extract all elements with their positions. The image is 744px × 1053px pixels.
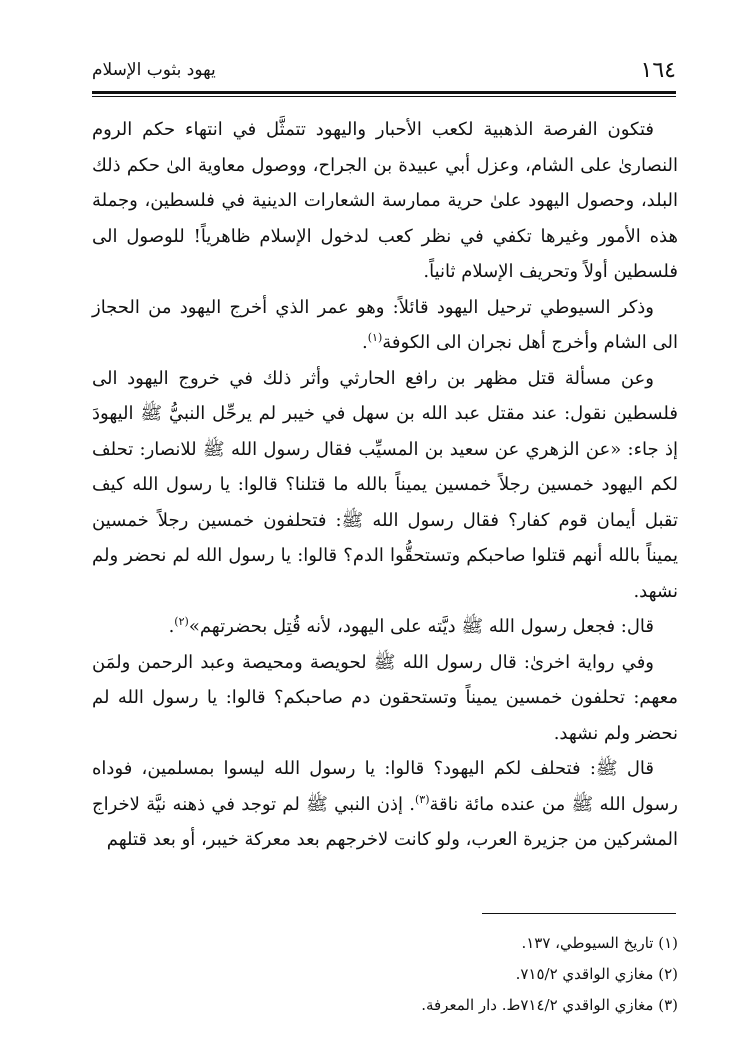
header-rule-thin — [92, 96, 676, 97]
page-number: ١٦٤ — [640, 58, 676, 83]
footnote-ref[interactable]: (١) — [367, 331, 383, 344]
footnotes — [92, 928, 678, 1021]
page-header — [92, 54, 676, 90]
paragraph: قال ﷺ: فتحلف لكم اليهود؟ قالوا: يا رسول الله ليسوا بمسلمين، فوداه رسول الله ﷺ من عنده مائة ناقة$^{(٣)}$. إذن النبي ﷺ لم توجد في ذهنه نيَّة لاخراج المشركين من جزيرة العرب، ولو كانت لاخرجهم بعد معركة خيبر، أو بعد قتلهم — [92, 758, 679, 850]
header-rule-thick — [92, 91, 676, 94]
paragraph: قال: فجعل رسول الله ﷺ ديَّته على اليهود، لأنه قُتِل بحضرتهم»$^{(٢)}$. — [168, 615, 654, 637]
footnote-3: (٣) مغازي الواقدي ٧١٤/٢ط. دار المعرفة. — [421, 996, 678, 1014]
footnote-1: (١) تاريخ السيوطي، ١٣٧. — [521, 934, 678, 952]
paragraph: وذكر السيوطي ترحيل اليهود قائلاً: وهو عمر الذي أخرج اليهود من الحجاز الى الشام وأخرج أهل نجران الى الكوفة$^{(١)}$. — [92, 296, 678, 353]
footnote-ref[interactable]: (٢) — [174, 615, 189, 628]
paragraph: وعن مسألة قتل مظهر بن رافع الحارثي وأثر ذلك في خروج اليهود الى فلسطين نقول: عند مقتل عبد الله بن سهل في خيبر لم يرحِّل النبيُّ ﷺ اليهودَ إذ جاء: «عن الزهري عن سعيد بن المسيِّب فقال رسول الله ﷺ للانصار: تحلف لكم اليهود خمسين رجلاً خمسين يميناً بالله ما قتلنا؟ قالوا: يا رسول الله كيف تقبل أيمان قوم كفار؟ فقال رسول الله ﷺ: فتحلفون خمسين رجلاً خمسين يميناً بالله أنهم قتلوا صاحبكم وتستحقُّوا الدم؟ قالوا: يا رسول الله لم نحضر ولم نشهد. — [92, 367, 678, 602]
footnote-ref[interactable]: (٣) — [415, 792, 430, 806]
footnote-separator — [482, 913, 676, 914]
body-text — [92, 112, 678, 858]
paragraph: فتكون الفرصة الذهبية لكعب الأحبار واليهود تتمثَّل في انتهاء حكم الروم النصارىٰ على الشام، وعزل أبي عبيدة بن الجراح، ووصول معاوية الىٰ حكم ذلك البلد، وحصول اليهود علىٰ حرية ممارسة الشعارات الدينية في فلسطين، وجملة هذه الأمور وغيرها تكفي في نظر كعب لدخول الإسلام ظاهرياً! للوصول الى فلسطين أولاً وتحريف الإسلام ثانياً. — [92, 119, 678, 282]
footnote-2: (٢) مغازي الواقدي ٧١٥/٢. — [515, 965, 678, 983]
running-title: يهود بثوب الإسلام — [92, 60, 216, 80]
paragraph: وفي رواية اخرىٰ: قال رسول الله ﷺ لحويصة ومحيصة وعبد الرحمن ولمَن معهم: تحلفون خمسين يميناً وتستحقون دم صاحبكم؟ قالوا: يا رسول الله لم نحضر ولم نشهد. — [92, 651, 678, 744]
